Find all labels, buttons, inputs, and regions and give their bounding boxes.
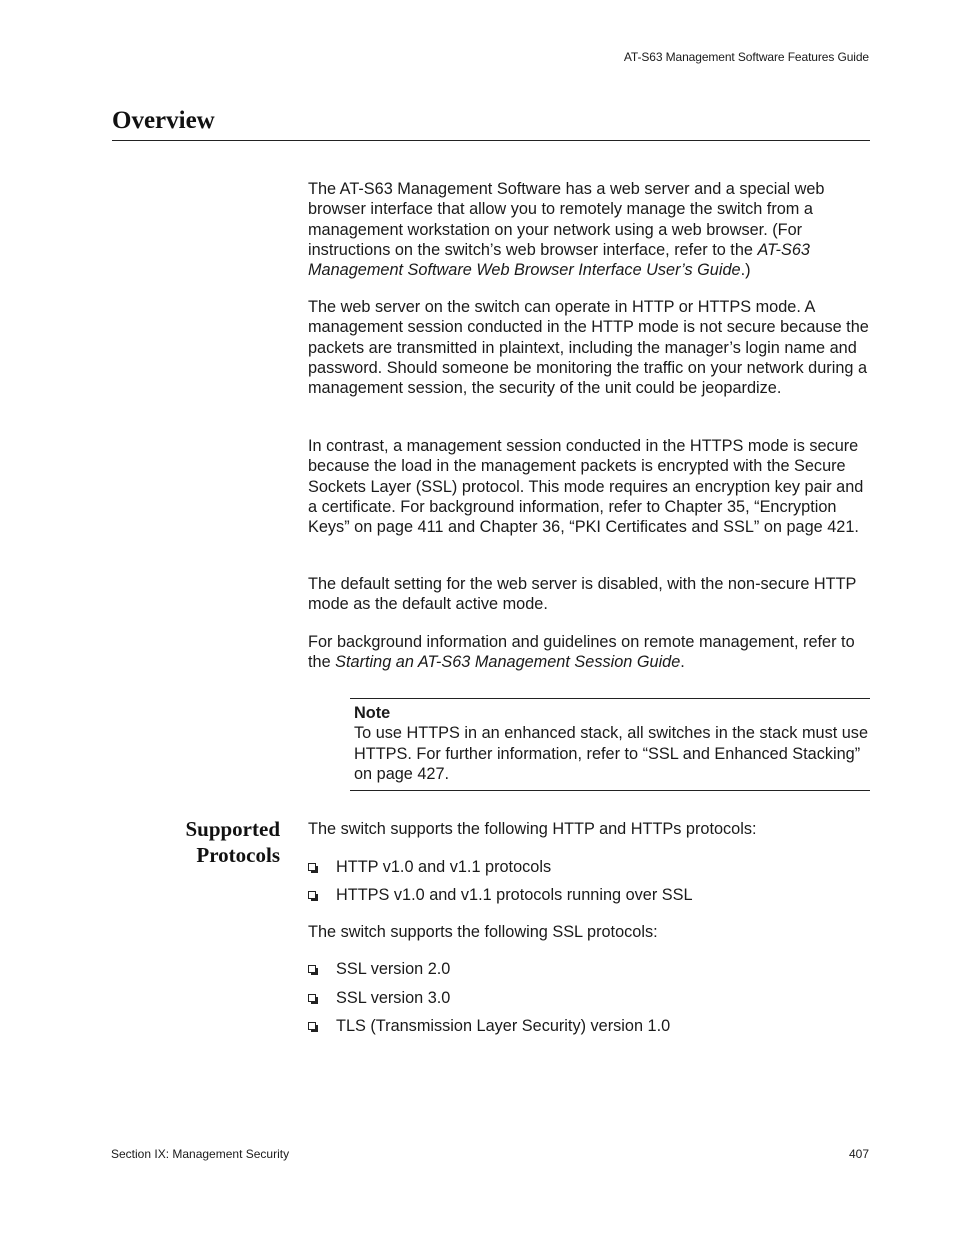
http-intro-text: The switch supports the following HTTP and HTTPs protocols: [308,820,757,838]
footer-section-label: Section IX: Management Security [111,1147,290,1161]
checkbox-bullet-icon [308,891,316,899]
heading-line-2: Protocols [196,843,280,867]
note-text: To use HTTPS in an enhanced stack, all switches in the stack must use HTTPS. For further information, refer to “SSL and Enhanced Stacking” on page 427. [354,724,869,783]
paragraph-5-text: For background information and guidelines on remote management, refer to the [308,633,855,672]
footer-page-number: 407 [848,1147,869,1161]
paragraph-5-tail: . [680,653,685,672]
paragraph-3 [308,436,870,537]
section-title: Overview [112,107,215,134]
paragraph-1 [308,179,870,280]
paragraph-1-text: The AT-S63 Management Software has a web server and a special web browser interface that allow you to remotely manage the switch from a management workstation on your network using a web browser. (For instructions on the switch’s web browser interface, refer to the [308,180,825,259]
ssl-intro [308,922,870,942]
note-box [350,698,870,791]
ssl-intro-text: The switch supports the following SSL protocols: [308,923,658,941]
title-rule [112,140,870,141]
list-item-text: SSL version 3.0 [336,989,451,1007]
list-item-text: HTTP v1.0 and v1.1 protocols [336,858,552,876]
list-item-text: HTTPS v1.0 and v1.1 protocols running over SSL [336,886,693,904]
paragraph-4 [308,574,870,615]
running-header: AT-S63 Management Software Features Guide [623,50,869,64]
paragraph-2-text: The web server on the switch can operate in HTTP or HTTPS mode. A management session conducted in the HTTP mode is not secure because the packets are transmitted in plaintext, including the manager’s login name and password. Should someone be monitoring the traffic on your network during a management session, the security of the unit could be jeopardize. [308,298,869,398]
paragraph-1-tail: .) [740,261,751,280]
list-item-text: SSL version 2.0 [336,960,451,978]
paragraph-4-text: The default setting for the web server is disabled, with the non-secure HTTP mode as the default active mode. [308,575,857,614]
paragraph-2 [308,297,870,398]
checkbox-bullet-icon [308,1022,316,1030]
note-title: Note [354,704,391,722]
supported-protocols-heading [185,816,280,868]
heading-line-1: Supported [185,817,280,841]
paragraph-1-italic-ref: AT-S63 Management Software Web Browser Interface User’s Guide [308,240,810,280]
http-intro [308,819,870,839]
checkbox-bullet-icon [308,965,316,973]
paragraph-5 [308,632,870,673]
checkbox-bullet-icon [308,994,316,1002]
checkbox-bullet-icon [308,863,316,871]
paragraph-3-text: In contrast, a management session conducted in the HTTPS mode is secure because the load in the management packets is encrypted with the Secure Sockets Layer (SSL) protocol. This mode requires an encryption key pair and a certificate. For background information, refer to Chapter 35, “Encryption Keys” on page 411 and Chapter 36, “PKI Certificates and SSL” on page 421. [308,437,864,537]
paragraph-5-italic-ref: Starting an AT-S63 Management Session Guide [335,653,681,672]
list-item-text: TLS (Transmission Layer Security) version 1.0 [336,1017,671,1035]
